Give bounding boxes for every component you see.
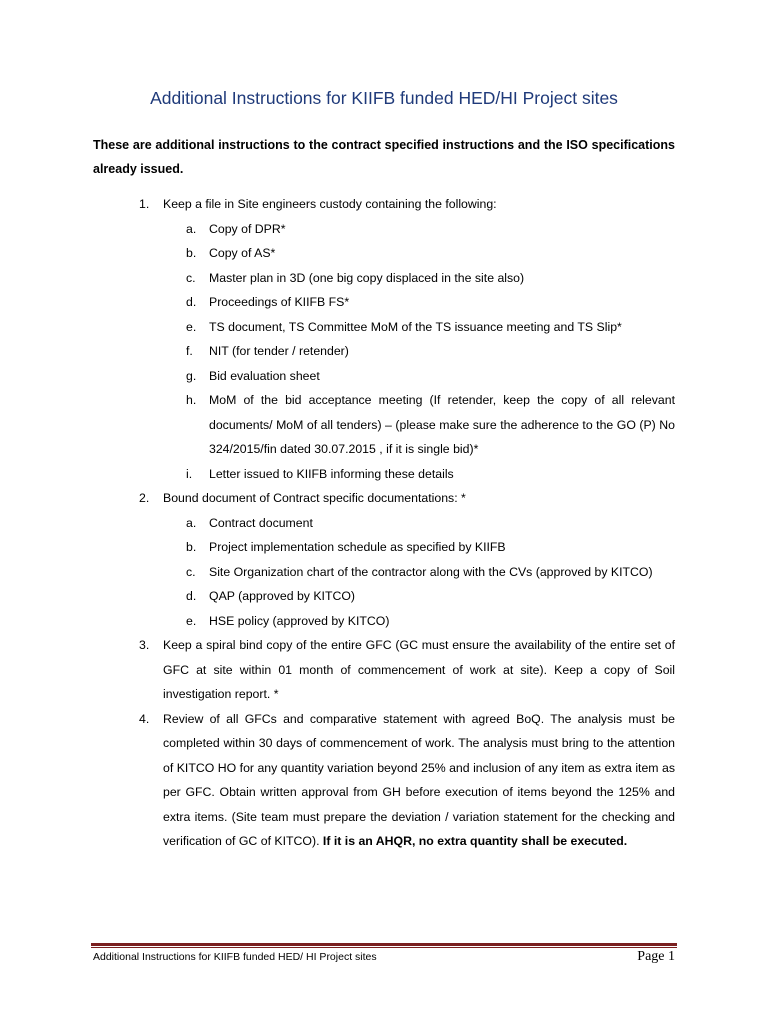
sub-item [93, 609, 675, 634]
intro-paragraph: These are additional instructions to the contract specified instructions and the ISO specifications already issued. [93, 138, 675, 176]
sub-item-text: Letter issued to KIIFB informing these details [209, 466, 454, 481]
sub-item-letter: i. [186, 466, 193, 481]
instruction-list [93, 192, 675, 854]
sub-item-text: QAP (approved by KITCO) [209, 589, 356, 603]
sub-item-letter: f. [186, 344, 193, 358]
item-text-wrapper [163, 707, 675, 854]
footer-divider [91, 943, 677, 946]
sub-item-text: Project implementation schedule as specified by KIIFB [209, 540, 506, 554]
item-number: 1. [139, 197, 150, 211]
sub-item-text: MoM of the bid acceptance meeting (If retender, keep the copy of all relevant documents/ MoM of all tenders) – (please make sure the adherence to the GO (P) No 324/2015/fin dated 30.07.2015 , if it is single bid)* [209, 393, 675, 456]
footer-text: Additional Instructions for KIIFB funded HED/ HI Project sites [93, 951, 377, 963]
sub-item-text: TS document, TS Committee MoM of the TS issuance meeting and TS Slip* [209, 319, 622, 334]
sub-item-letter: b. [186, 540, 197, 554]
sub-item [93, 364, 675, 389]
sub-item [93, 462, 675, 487]
page-number: Page 1 [637, 949, 675, 964]
sub-item-text: HSE policy (approved by KITCO) [209, 613, 390, 628]
page-title: Additional Instructions for KIIFB funded HED/HI Project sites [150, 88, 618, 108]
item-text: Review of all GFCs and comparative statement with agreed BoQ. The analysis must be completed within 30 days of commencement of work. The analysis must bring to the attention of KITCO HO for any quantity variation beyond 25% and inclusion of any item as extra item as per GFC. Obtain written approval from GH before execution of items beyond the 125% and extra items. (Site team must prepare the deviation / variation statement for the checking and verification of GC of KITCO). [163, 711, 675, 848]
bold-note: If it is an AHQR, no extra quantity shall be executed. [322, 834, 628, 848]
sub-item [93, 560, 675, 585]
sub-item [93, 266, 675, 291]
sub-item-text: Site Organization chart of the contractor along with the CVs (approved by KITCO) [209, 564, 653, 579]
sub-item [93, 584, 675, 609]
sub-item-letter: d. [186, 295, 197, 309]
sub-item-letter: b. [186, 246, 197, 260]
sub-item-letter: c. [186, 564, 196, 579]
sub-item-text: Contract document [209, 515, 313, 530]
list-item [93, 633, 675, 707]
sub-item-letter: c. [186, 270, 196, 285]
item-text: Keep a spiral bind copy of the entire GFC (GC must ensure the availability of the entire set of GFC at site within 01 month of commencement of work at site). Keep a copy of Soil investigation report. * [163, 638, 675, 701]
item-number: 3. [139, 638, 150, 652]
sub-item [93, 511, 675, 536]
item-number: 2. [139, 491, 150, 505]
sub-item-letter: d. [186, 589, 197, 603]
list-item [93, 707, 675, 854]
item-text: Bound document of Contract specific documentations: * [163, 491, 466, 505]
sub-item-letter: e. [186, 613, 197, 628]
footer-divider-thin [91, 947, 677, 948]
list-item [93, 486, 675, 511]
sub-item-letter: g. [186, 368, 197, 383]
sub-item [93, 388, 675, 462]
sub-item-letter: h. [186, 393, 197, 407]
sub-item-letter: a. [186, 515, 197, 530]
sub-item [93, 535, 675, 560]
item-number: 4. [139, 711, 150, 726]
sub-item [93, 241, 675, 266]
sub-item-letter: a. [186, 221, 197, 236]
sub-item-text: Master plan in 3D (one big copy displaced in the site also) [209, 270, 525, 285]
sub-item [93, 315, 675, 340]
sub-item [93, 290, 675, 315]
item-text: Keep a file in Site engineers custody containing the following: [163, 197, 497, 211]
sub-item-text: Copy of AS* [209, 246, 276, 260]
sub-item [93, 339, 675, 364]
sub-item-text: Proceedings of KIIFB FS* [209, 295, 350, 309]
sub-item-text: NIT (for tender / retender) [209, 344, 349, 358]
sub-item-letter: e. [186, 319, 197, 334]
sub-item-text: Copy of DPR* [209, 221, 286, 236]
sub-item [93, 217, 675, 242]
sub-item-text: Bid evaluation sheet [209, 368, 320, 383]
list-item [93, 192, 675, 217]
